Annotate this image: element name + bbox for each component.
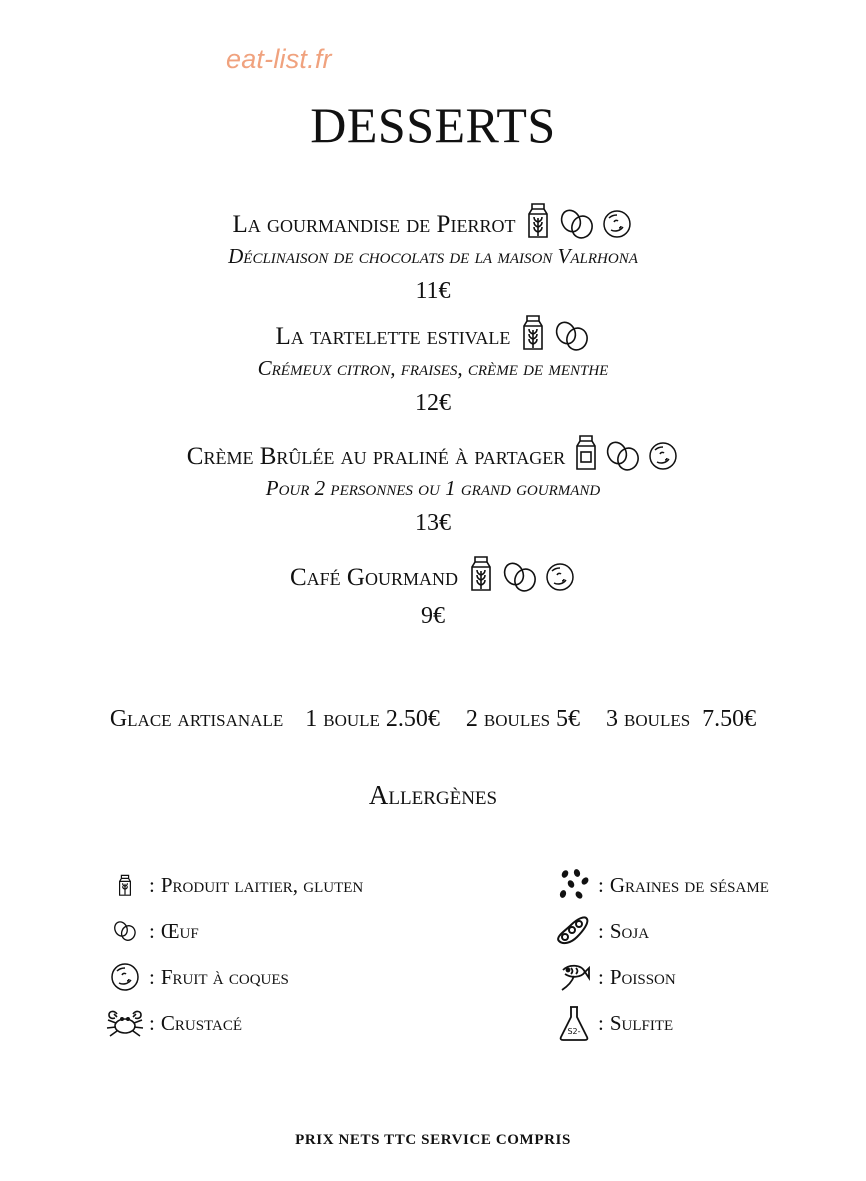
legend-separator: : (149, 1010, 155, 1035)
dish-name: La tartelette estivale (275, 323, 511, 350)
legend-label: Sulfite (609, 1010, 674, 1035)
milk-gluten-icon (103, 873, 147, 897)
dish-description: Pour 2 personnes ou 1 grand gourmand (265, 476, 601, 500)
sulfite-icon (552, 1004, 596, 1042)
egg-icon (103, 920, 147, 942)
legend-item (103, 908, 363, 954)
legend-separator: : (598, 964, 604, 989)
egg-icon (502, 561, 538, 593)
milk-gluten-icon (523, 200, 553, 240)
milk-gluten-icon (518, 312, 548, 352)
fish-icon (552, 960, 596, 994)
allergens-heading: Allergènes (368, 780, 498, 810)
legend-label: Fruit à coques (160, 964, 289, 989)
allergen-legend-right (552, 862, 769, 1046)
legend-label: Soja (609, 918, 650, 943)
legend-item (552, 954, 769, 1000)
dish-price: 9€ (421, 603, 445, 629)
legend-item (552, 862, 769, 908)
egg-icon (559, 208, 595, 240)
legend-label: Graines de sésame (609, 872, 769, 897)
nut-icon (601, 208, 633, 240)
ice-cream-label: Glace artisanale (109, 706, 284, 732)
legend-separator: : (598, 918, 604, 943)
legend-separator: : (149, 918, 155, 943)
legend-label: Poisson (609, 964, 676, 989)
legend-item (103, 862, 363, 908)
crab-icon (103, 1006, 147, 1040)
milk-icon (573, 432, 599, 472)
dish-item (0, 553, 866, 631)
legend-label: Crustacé (160, 1010, 242, 1035)
nut-icon (103, 961, 147, 993)
dish-description: Crémeux citron, fraises, crème de menthe (257, 356, 609, 380)
legend-separator: : (149, 872, 155, 897)
legend-item (552, 908, 769, 954)
legend-label: Produit laitier, gluten (160, 872, 364, 897)
dish-price: 12€ (415, 390, 451, 416)
watermark: eat-list.fr (226, 44, 332, 74)
ice-cream-option: 3 boules 7.50€ (606, 706, 757, 732)
legend-item (103, 1000, 363, 1046)
dish-description: Déclinaison de chocolats de la maison Valrhona (228, 244, 638, 268)
legend-separator: : (149, 964, 155, 989)
ice-cream-row (0, 706, 866, 733)
footer-note: PRIX NETS TTC SERVICE COMPRIS (295, 1132, 571, 1148)
page-title: DESSERTS (310, 97, 556, 153)
nut-icon (544, 561, 576, 593)
legend-label: Œuf (160, 918, 199, 943)
svg-text:S2-: S2- (567, 1027, 581, 1036)
egg-icon (554, 320, 590, 352)
legend-item (103, 954, 363, 1000)
dish-name: Crème Brûlée au praliné à partager (186, 443, 566, 470)
dish-name: Café Gourmand (290, 564, 458, 591)
dish-item (0, 312, 866, 418)
dish-name: La gourmandise de Pierrot (232, 211, 516, 238)
sesame-icon (552, 868, 596, 902)
soy-icon (552, 915, 596, 947)
ice-cream-option: 1 boule 2.50€ (305, 706, 440, 732)
dish-item (0, 200, 866, 306)
legend-item (552, 1000, 769, 1046)
dish-price: 11€ (415, 278, 451, 304)
ice-cream-option: 2 boules 5€ (465, 706, 581, 732)
egg-icon (605, 440, 641, 472)
legend-separator: : (598, 872, 604, 897)
dish-item (0, 432, 866, 538)
legend-separator: : (598, 1010, 604, 1035)
allergen-legend-left (103, 862, 363, 1046)
nut-icon (647, 440, 679, 472)
dish-price: 13€ (415, 510, 451, 536)
milk-gluten-icon (466, 553, 496, 593)
